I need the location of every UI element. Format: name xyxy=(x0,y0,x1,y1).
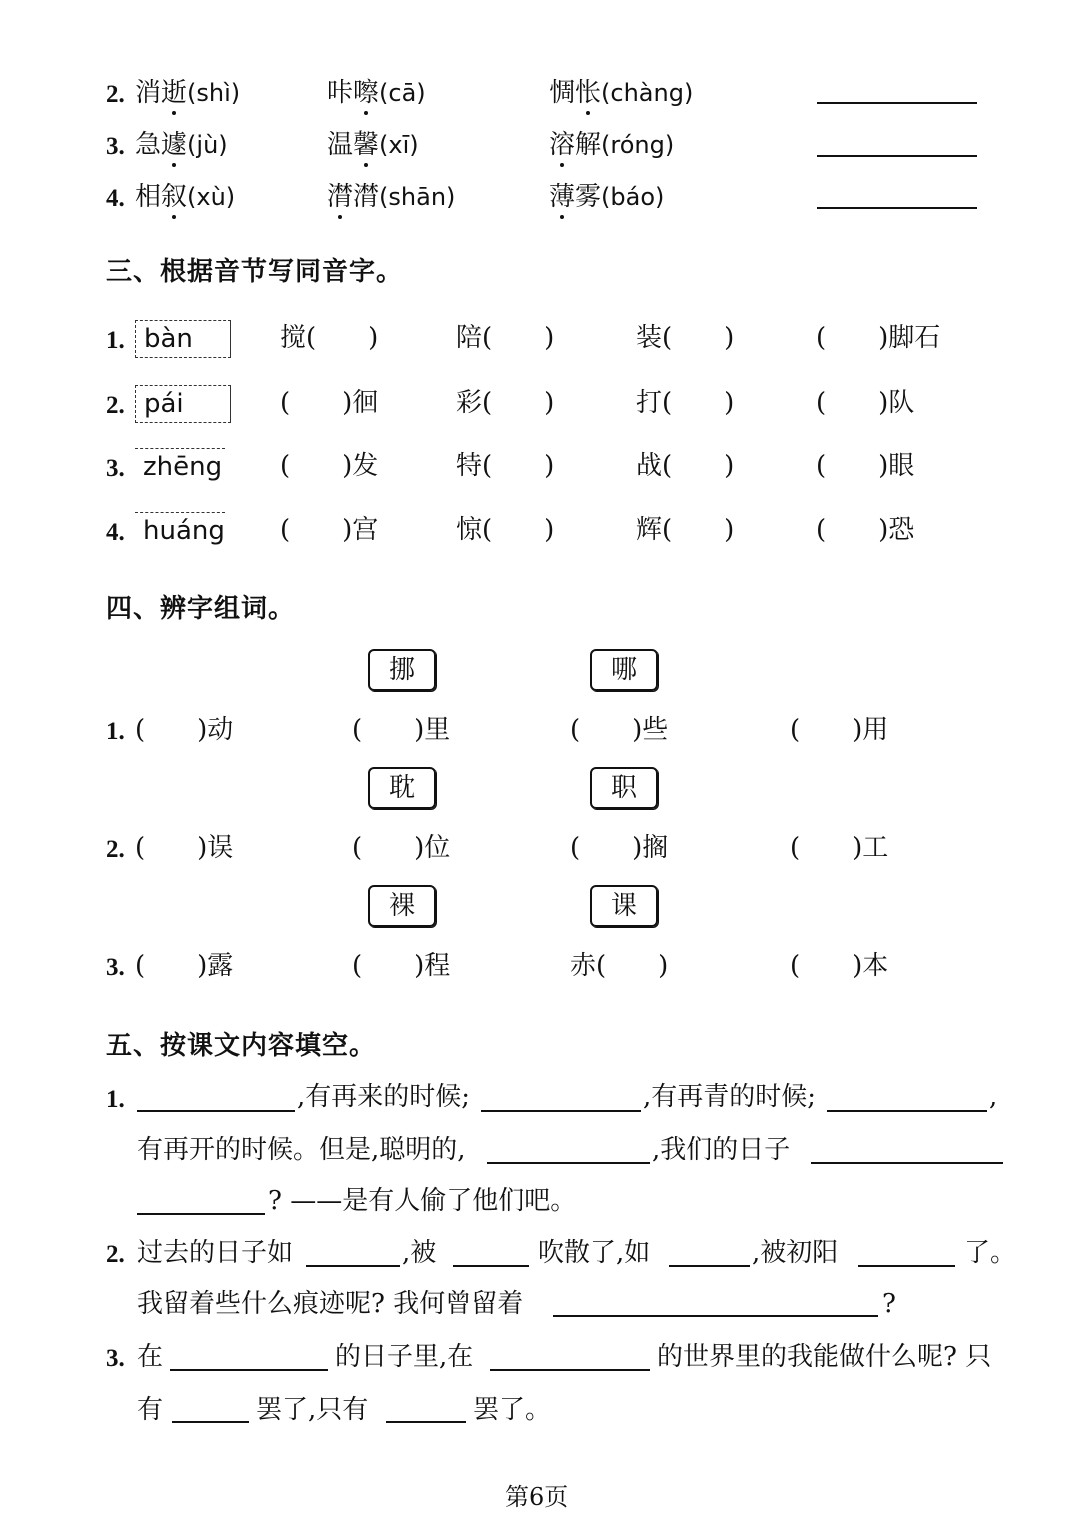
blank[interactable] xyxy=(553,1315,878,1317)
q2-text-g: ? xyxy=(882,1289,896,1319)
question-number: 1. xyxy=(106,327,125,354)
blank[interactable] xyxy=(172,1421,249,1423)
character: 潸 xyxy=(353,182,380,212)
pinyin: (xī) xyxy=(379,131,419,159)
q2-text-c: 吹散了,如 xyxy=(538,1238,651,1268)
question-number: 2. xyxy=(106,81,125,108)
fill-in-item[interactable]: 惊( ) xyxy=(456,515,555,545)
fill-in-item[interactable]: ( )位 xyxy=(352,833,451,863)
q2-text-b: ,被 xyxy=(402,1238,437,1268)
fill-in-item[interactable]: 特( ) xyxy=(456,451,555,481)
pinyin: (jù) xyxy=(187,131,228,159)
character: 相 xyxy=(135,182,162,212)
fill-in-item[interactable]: 彩( ) xyxy=(456,388,555,418)
q2-text-f: 我留着些什么痕迹呢? 我何曾留着 xyxy=(137,1289,524,1319)
q2-number: 2. xyxy=(106,1241,125,1268)
pinyin: (shān) xyxy=(379,183,456,211)
fill-in-item[interactable]: 陪( ) xyxy=(456,323,555,353)
blank[interactable] xyxy=(386,1421,466,1423)
q3-text-e: 罢了,只有 xyxy=(256,1395,369,1425)
pinyin: (shì) xyxy=(187,79,241,107)
blank[interactable] xyxy=(487,1162,650,1164)
pinyin: (xù) xyxy=(187,183,236,211)
word-with-pinyin xyxy=(135,132,228,158)
word-with-pinyin xyxy=(135,184,235,210)
blank[interactable] xyxy=(137,1110,295,1112)
word-with-pinyin xyxy=(549,132,674,158)
character-box: 哪 xyxy=(590,649,658,691)
q1-text-b: ,有再青的时候; xyxy=(643,1082,817,1112)
fill-in-item[interactable]: ( )里 xyxy=(352,715,451,745)
blank[interactable] xyxy=(306,1265,400,1267)
q1-text-d: 有再开的时候。但是,聪明的, xyxy=(137,1135,466,1165)
fill-in-item[interactable]: ( )队 xyxy=(816,388,915,418)
word-with-pinyin xyxy=(327,132,419,158)
word-with-pinyin xyxy=(549,80,693,106)
fill-in-item[interactable]: ( )动 xyxy=(135,715,234,745)
q2-text-d: ,被初阳 xyxy=(752,1238,839,1268)
question-number: 4. xyxy=(106,519,125,546)
q1-number: 1. xyxy=(106,1086,125,1113)
character: 雾 xyxy=(575,182,602,212)
page-number: 第6页 xyxy=(505,1483,569,1511)
character: 咔 xyxy=(327,78,354,108)
character-box: 课 xyxy=(590,885,658,927)
q1-text-e: ,我们的日子 xyxy=(652,1135,791,1165)
blank[interactable] xyxy=(827,1110,987,1112)
question-number: 2. xyxy=(106,392,125,419)
q1-text-c: , xyxy=(989,1082,998,1112)
word-with-pinyin xyxy=(327,80,426,106)
q3-text-f: 罢了。 xyxy=(473,1395,552,1425)
fill-in-item[interactable]: ( )露 xyxy=(135,951,234,981)
fill-in-item[interactable]: ( )徊 xyxy=(280,388,379,418)
q3-text-d: 有 xyxy=(137,1395,164,1425)
answer-line-3[interactable] xyxy=(817,155,977,157)
character: 馨 xyxy=(353,130,380,160)
q2-text-e: 了。 xyxy=(964,1238,1017,1268)
character: 急 xyxy=(135,130,162,160)
answer-line-2[interactable] xyxy=(817,102,977,104)
section5-heading: 五、按课文内容填空。 xyxy=(106,1031,377,1061)
character: 怅 xyxy=(575,78,602,108)
blank[interactable] xyxy=(481,1110,641,1112)
fill-in-item[interactable]: ( )搁 xyxy=(570,833,669,863)
character-box: 职 xyxy=(590,767,658,809)
fill-in-item[interactable]: ( )眼 xyxy=(816,451,915,481)
q3-text-c: 的世界里的我能做什么呢? 只 xyxy=(657,1342,992,1372)
syllable-box: huáng xyxy=(135,512,225,549)
fill-in-item[interactable]: 战( ) xyxy=(636,451,735,481)
pinyin: (báo) xyxy=(601,183,665,211)
word-with-pinyin xyxy=(549,184,664,210)
pinyin: (chàng) xyxy=(601,79,694,107)
q3-number: 3. xyxy=(106,1345,125,1372)
character: 遽 xyxy=(161,130,188,160)
pinyin: (róng) xyxy=(601,131,675,159)
character-box: 裸 xyxy=(368,885,436,927)
question-number: 1. xyxy=(106,718,125,745)
character: 薄 xyxy=(549,182,576,212)
section4-heading: 四、辨字组词。 xyxy=(106,594,296,624)
question-number: 3. xyxy=(106,954,125,981)
q1-text-f: ? ——是有人偷了他们吧。 xyxy=(268,1186,577,1216)
character: 惆 xyxy=(549,78,576,108)
fill-in-item[interactable]: ( )发 xyxy=(280,451,379,481)
character: 温 xyxy=(327,130,354,160)
character: 潸 xyxy=(327,182,354,212)
fill-in-item[interactable]: ( )脚石 xyxy=(816,323,941,353)
blank[interactable] xyxy=(858,1265,955,1267)
blank[interactable] xyxy=(811,1162,1003,1164)
syllable-box: zhēng xyxy=(135,448,225,485)
blank[interactable] xyxy=(170,1369,328,1371)
blank[interactable] xyxy=(137,1213,265,1215)
word-with-pinyin xyxy=(327,184,455,210)
answer-line-4[interactable] xyxy=(817,207,977,209)
q1-text-a: ,有再来的时候; xyxy=(297,1082,471,1112)
fill-in-item[interactable]: ( )误 xyxy=(135,833,234,863)
fill-in-item[interactable]: ( )恐 xyxy=(816,515,915,545)
pinyin: (cā) xyxy=(379,79,426,107)
fill-in-item[interactable]: ( )工 xyxy=(790,833,889,863)
character: 逝 xyxy=(161,78,188,108)
fill-in-item[interactable]: 搅( ) xyxy=(280,323,379,353)
blank[interactable] xyxy=(453,1265,529,1267)
blank[interactable] xyxy=(669,1265,750,1267)
character: 溶 xyxy=(549,130,576,160)
q3-text-b: 的日子里,在 xyxy=(335,1342,474,1372)
character: 嚓 xyxy=(353,78,380,108)
syllable-box: pái xyxy=(135,385,231,423)
character: 消 xyxy=(135,78,162,108)
character: 叙 xyxy=(161,182,188,212)
q2-text-a: 过去的日子如 xyxy=(137,1238,294,1268)
fill-in-item[interactable]: ( )宫 xyxy=(280,515,379,545)
blank[interactable] xyxy=(490,1369,650,1371)
word-with-pinyin xyxy=(135,80,240,106)
character-box: 耽 xyxy=(368,767,436,809)
fill-in-item[interactable]: ( )用 xyxy=(790,715,889,745)
question-number: 3. xyxy=(106,455,125,482)
fill-in-item[interactable]: ( )本 xyxy=(790,951,889,981)
section3-heading: 三、根据音节写同音字。 xyxy=(106,257,404,287)
fill-in-item[interactable]: ( )程 xyxy=(352,951,451,981)
fill-in-item[interactable]: ( )些 xyxy=(570,715,669,745)
question-number: 3. xyxy=(106,133,125,160)
fill-in-item[interactable]: 赤( ) xyxy=(570,951,669,981)
question-number: 2. xyxy=(106,836,125,863)
fill-in-item[interactable]: 装( ) xyxy=(636,323,735,353)
fill-in-item[interactable]: 辉( ) xyxy=(636,515,735,545)
q3-text-a: 在 xyxy=(137,1342,164,1372)
syllable-box: bàn xyxy=(135,320,231,358)
fill-in-item[interactable]: 打( ) xyxy=(636,388,735,418)
question-number: 4. xyxy=(106,185,125,212)
character: 解 xyxy=(575,130,602,160)
character-box: 挪 xyxy=(368,649,436,691)
